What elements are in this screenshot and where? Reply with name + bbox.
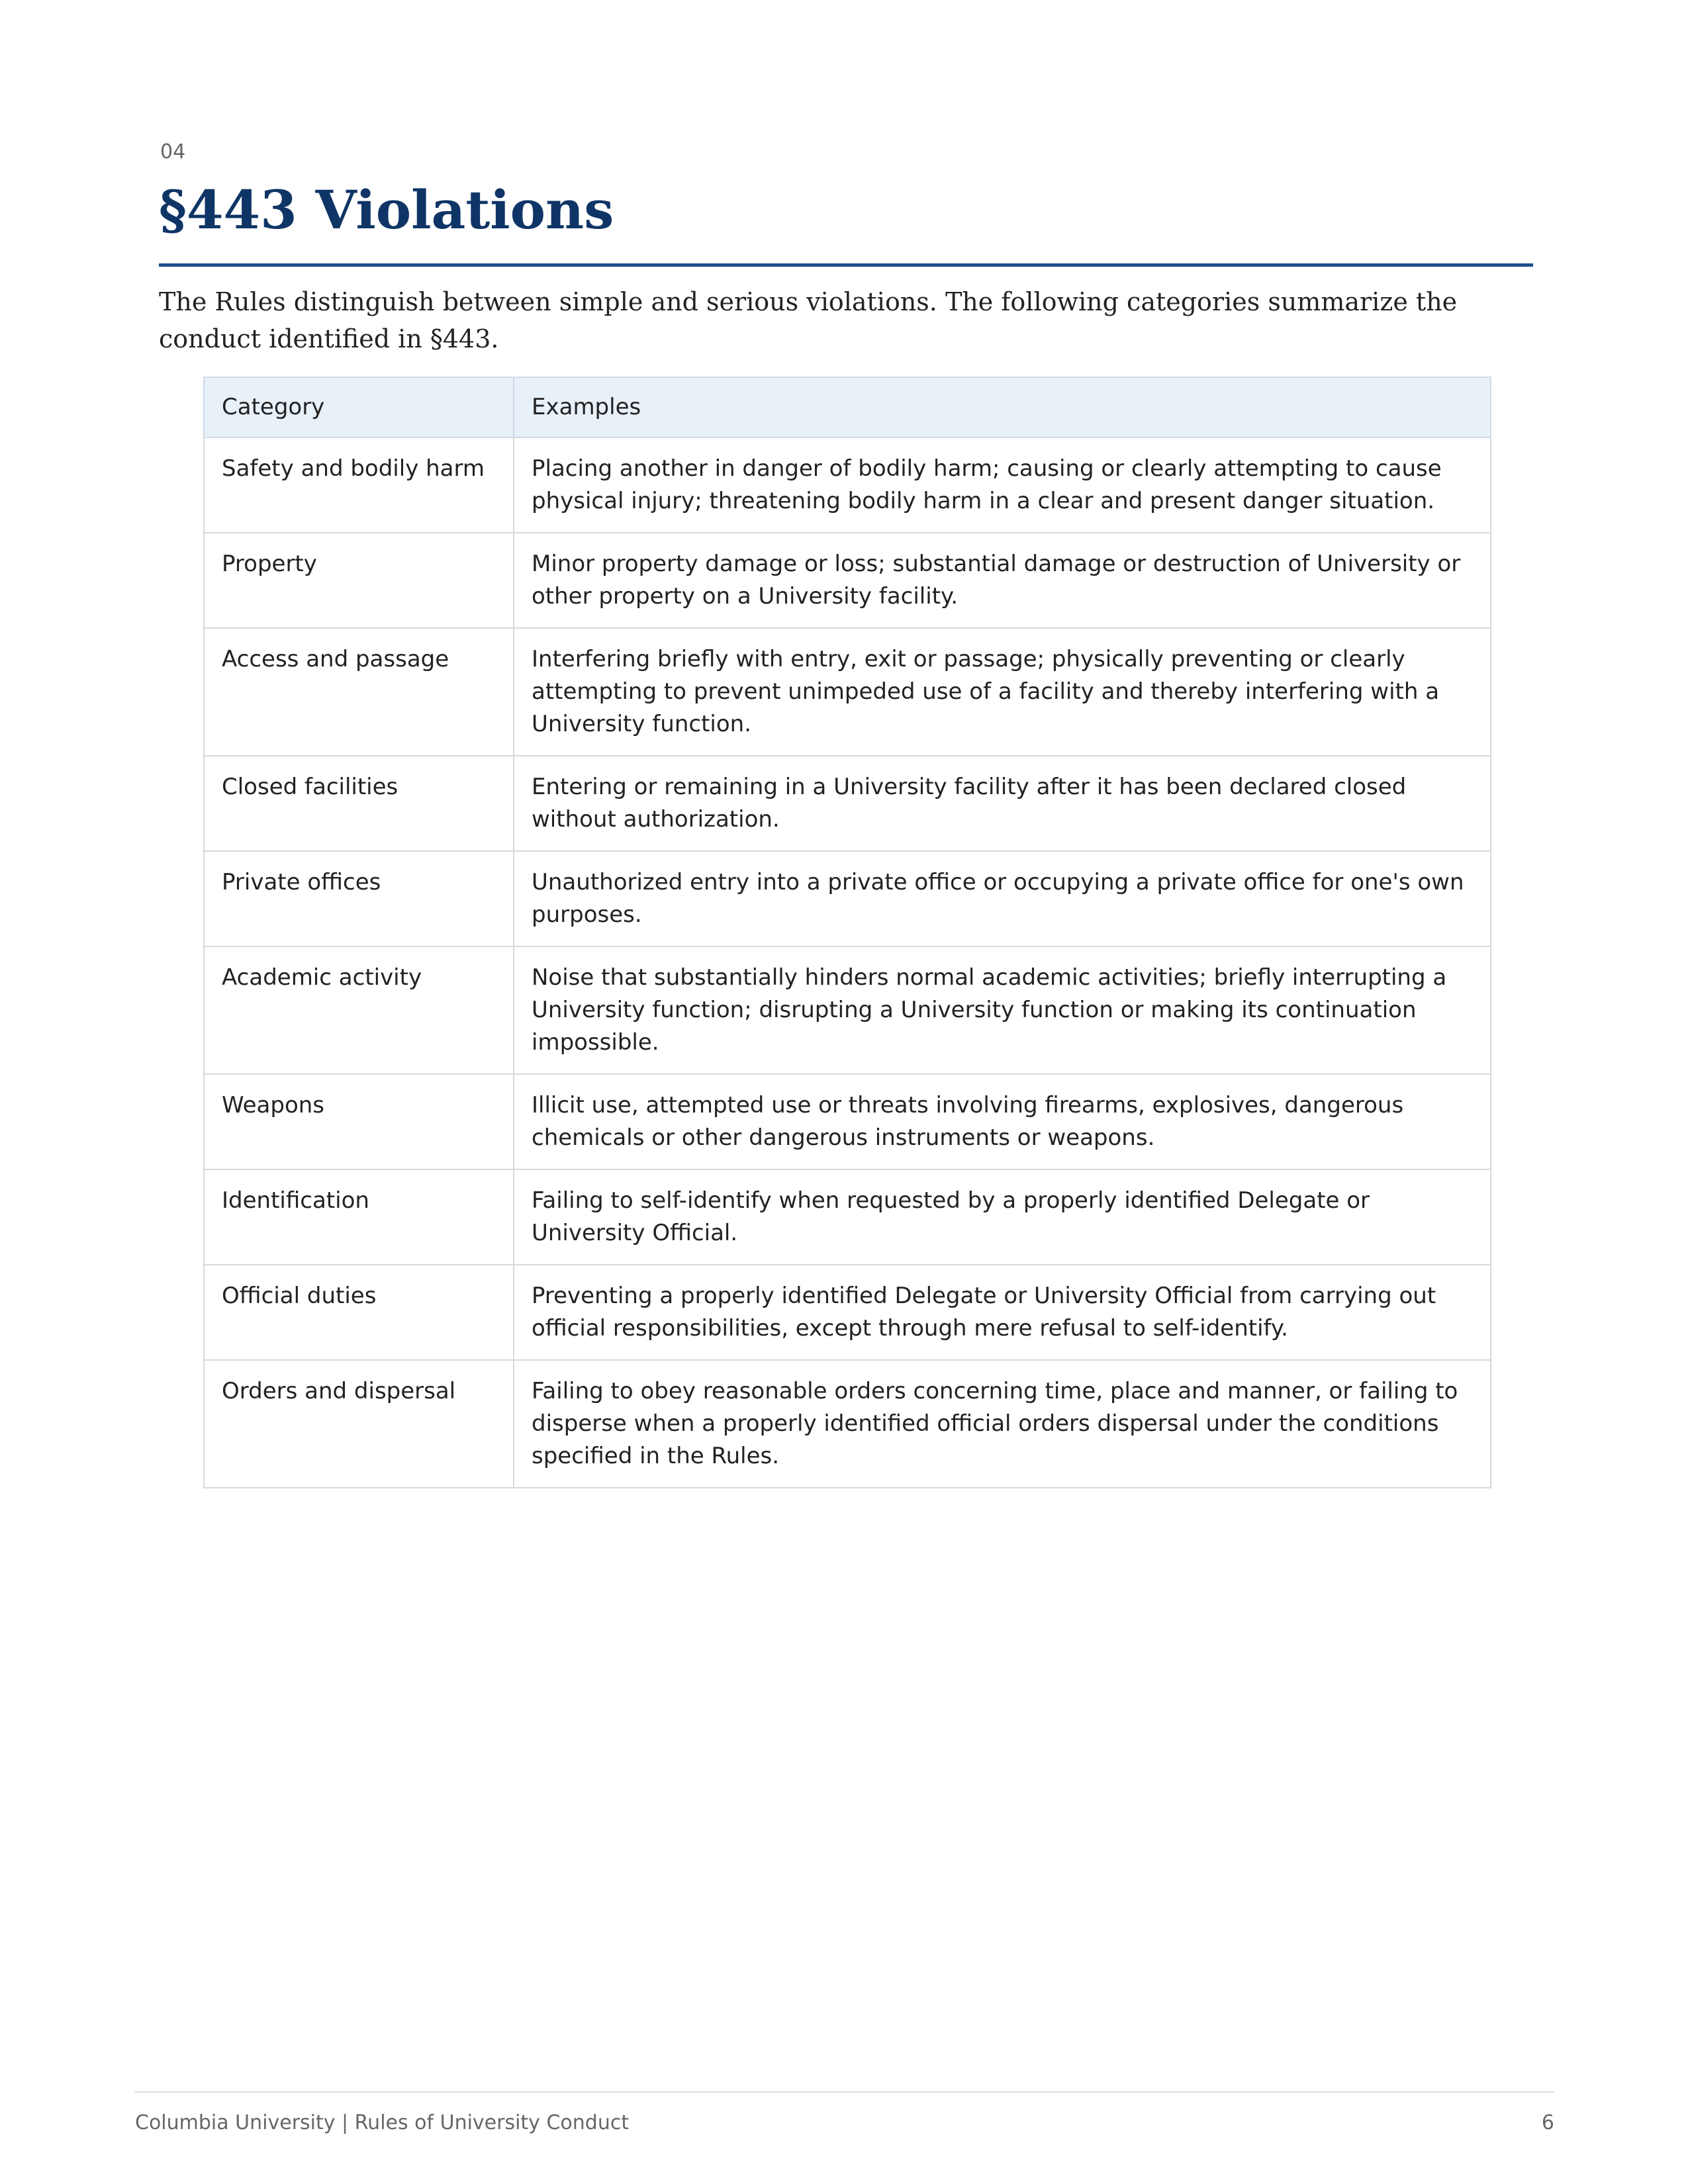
table-row <box>204 756 1491 851</box>
examples-cell: Placing another in danger of bodily harm; causing or clearly attempting to cause physical injury; threatening bodily harm in a clear and present danger situation. <box>514 437 1491 533</box>
table-body <box>204 437 1491 1488</box>
table-header-row <box>204 377 1491 437</box>
intro-paragraph: The Rules distinguish between simple and serious violations. The following categories summarize the conduct identified in §443. <box>159 287 1458 353</box>
category-cell: Access and passage <box>204 628 514 756</box>
table-row <box>204 628 1491 756</box>
table-header <box>204 377 1491 437</box>
examples-cell: Entering or remaining in a University facility after it has been declared closed without authorization. <box>514 756 1491 851</box>
table-row <box>204 851 1491 946</box>
page-title: §443 Violations <box>159 179 614 241</box>
category-cell: Academic activity <box>204 946 514 1074</box>
table-row <box>204 533 1491 628</box>
footer-divider <box>135 2091 1554 2093</box>
category-cell: Weapons <box>204 1074 514 1169</box>
examples-cell: Minor property damage or loss; substantial damage or destruction of University or other property on a University facility. <box>514 533 1491 628</box>
table-row <box>204 1169 1491 1265</box>
examples-cell: Noise that substantially hinders normal academic activities; briefly interrupting a University function; disrupting a University function or making its continuation impossible. <box>514 946 1491 1074</box>
examples-cell: Unauthorized entry into a private office or occupying a private office for one's own purposes. <box>514 851 1491 946</box>
violations-table <box>203 377 1491 1488</box>
examples-cell: Failing to self-identify when requested by a properly identified Delegate or University Official. <box>514 1169 1491 1265</box>
table-row <box>204 1360 1491 1488</box>
category-cell: Identification <box>204 1169 514 1265</box>
category-cell: Official duties <box>204 1265 514 1360</box>
examples-cell: Preventing a properly identified Delegate or University Official from carrying out official responsibilities, except through mere refusal to self-identify. <box>514 1265 1491 1360</box>
table-row <box>204 1265 1491 1360</box>
category-cell: Property <box>204 533 514 628</box>
table-row <box>204 1074 1491 1169</box>
section-number: 04 <box>160 140 186 163</box>
category-cell: Closed facilities <box>204 756 514 851</box>
table-row <box>204 437 1491 533</box>
examples-cell: Failing to obey reasonable orders concerning time, place and manner, or failing to disperse when a properly identified official orders dispersal under the conditions specified in the Rules. <box>514 1360 1491 1488</box>
examples-cell: Interfering briefly with entry, exit or passage; physically preventing or clearly attempting to prevent unimpeded use of a facility and thereby interfering with a University function. <box>514 628 1491 756</box>
column-header-category: Category <box>204 377 514 437</box>
title-divider <box>159 263 1533 267</box>
footer-page-number: 6 <box>1541 2111 1554 2134</box>
category-cell: Safety and bodily harm <box>204 437 514 533</box>
column-header-examples: Examples <box>514 377 1491 437</box>
category-cell: Private offices <box>204 851 514 946</box>
violations-table-container <box>203 377 1490 1488</box>
table-row <box>204 946 1491 1074</box>
category-cell: Orders and dispersal <box>204 1360 514 1488</box>
footer-document-title: Columbia University | Rules of University Conduct <box>135 2111 630 2134</box>
examples-cell: Illicit use, attempted use or threats involving firearms, explosives, dangerous chemicals or other dangerous instruments or weapons. <box>514 1074 1491 1169</box>
